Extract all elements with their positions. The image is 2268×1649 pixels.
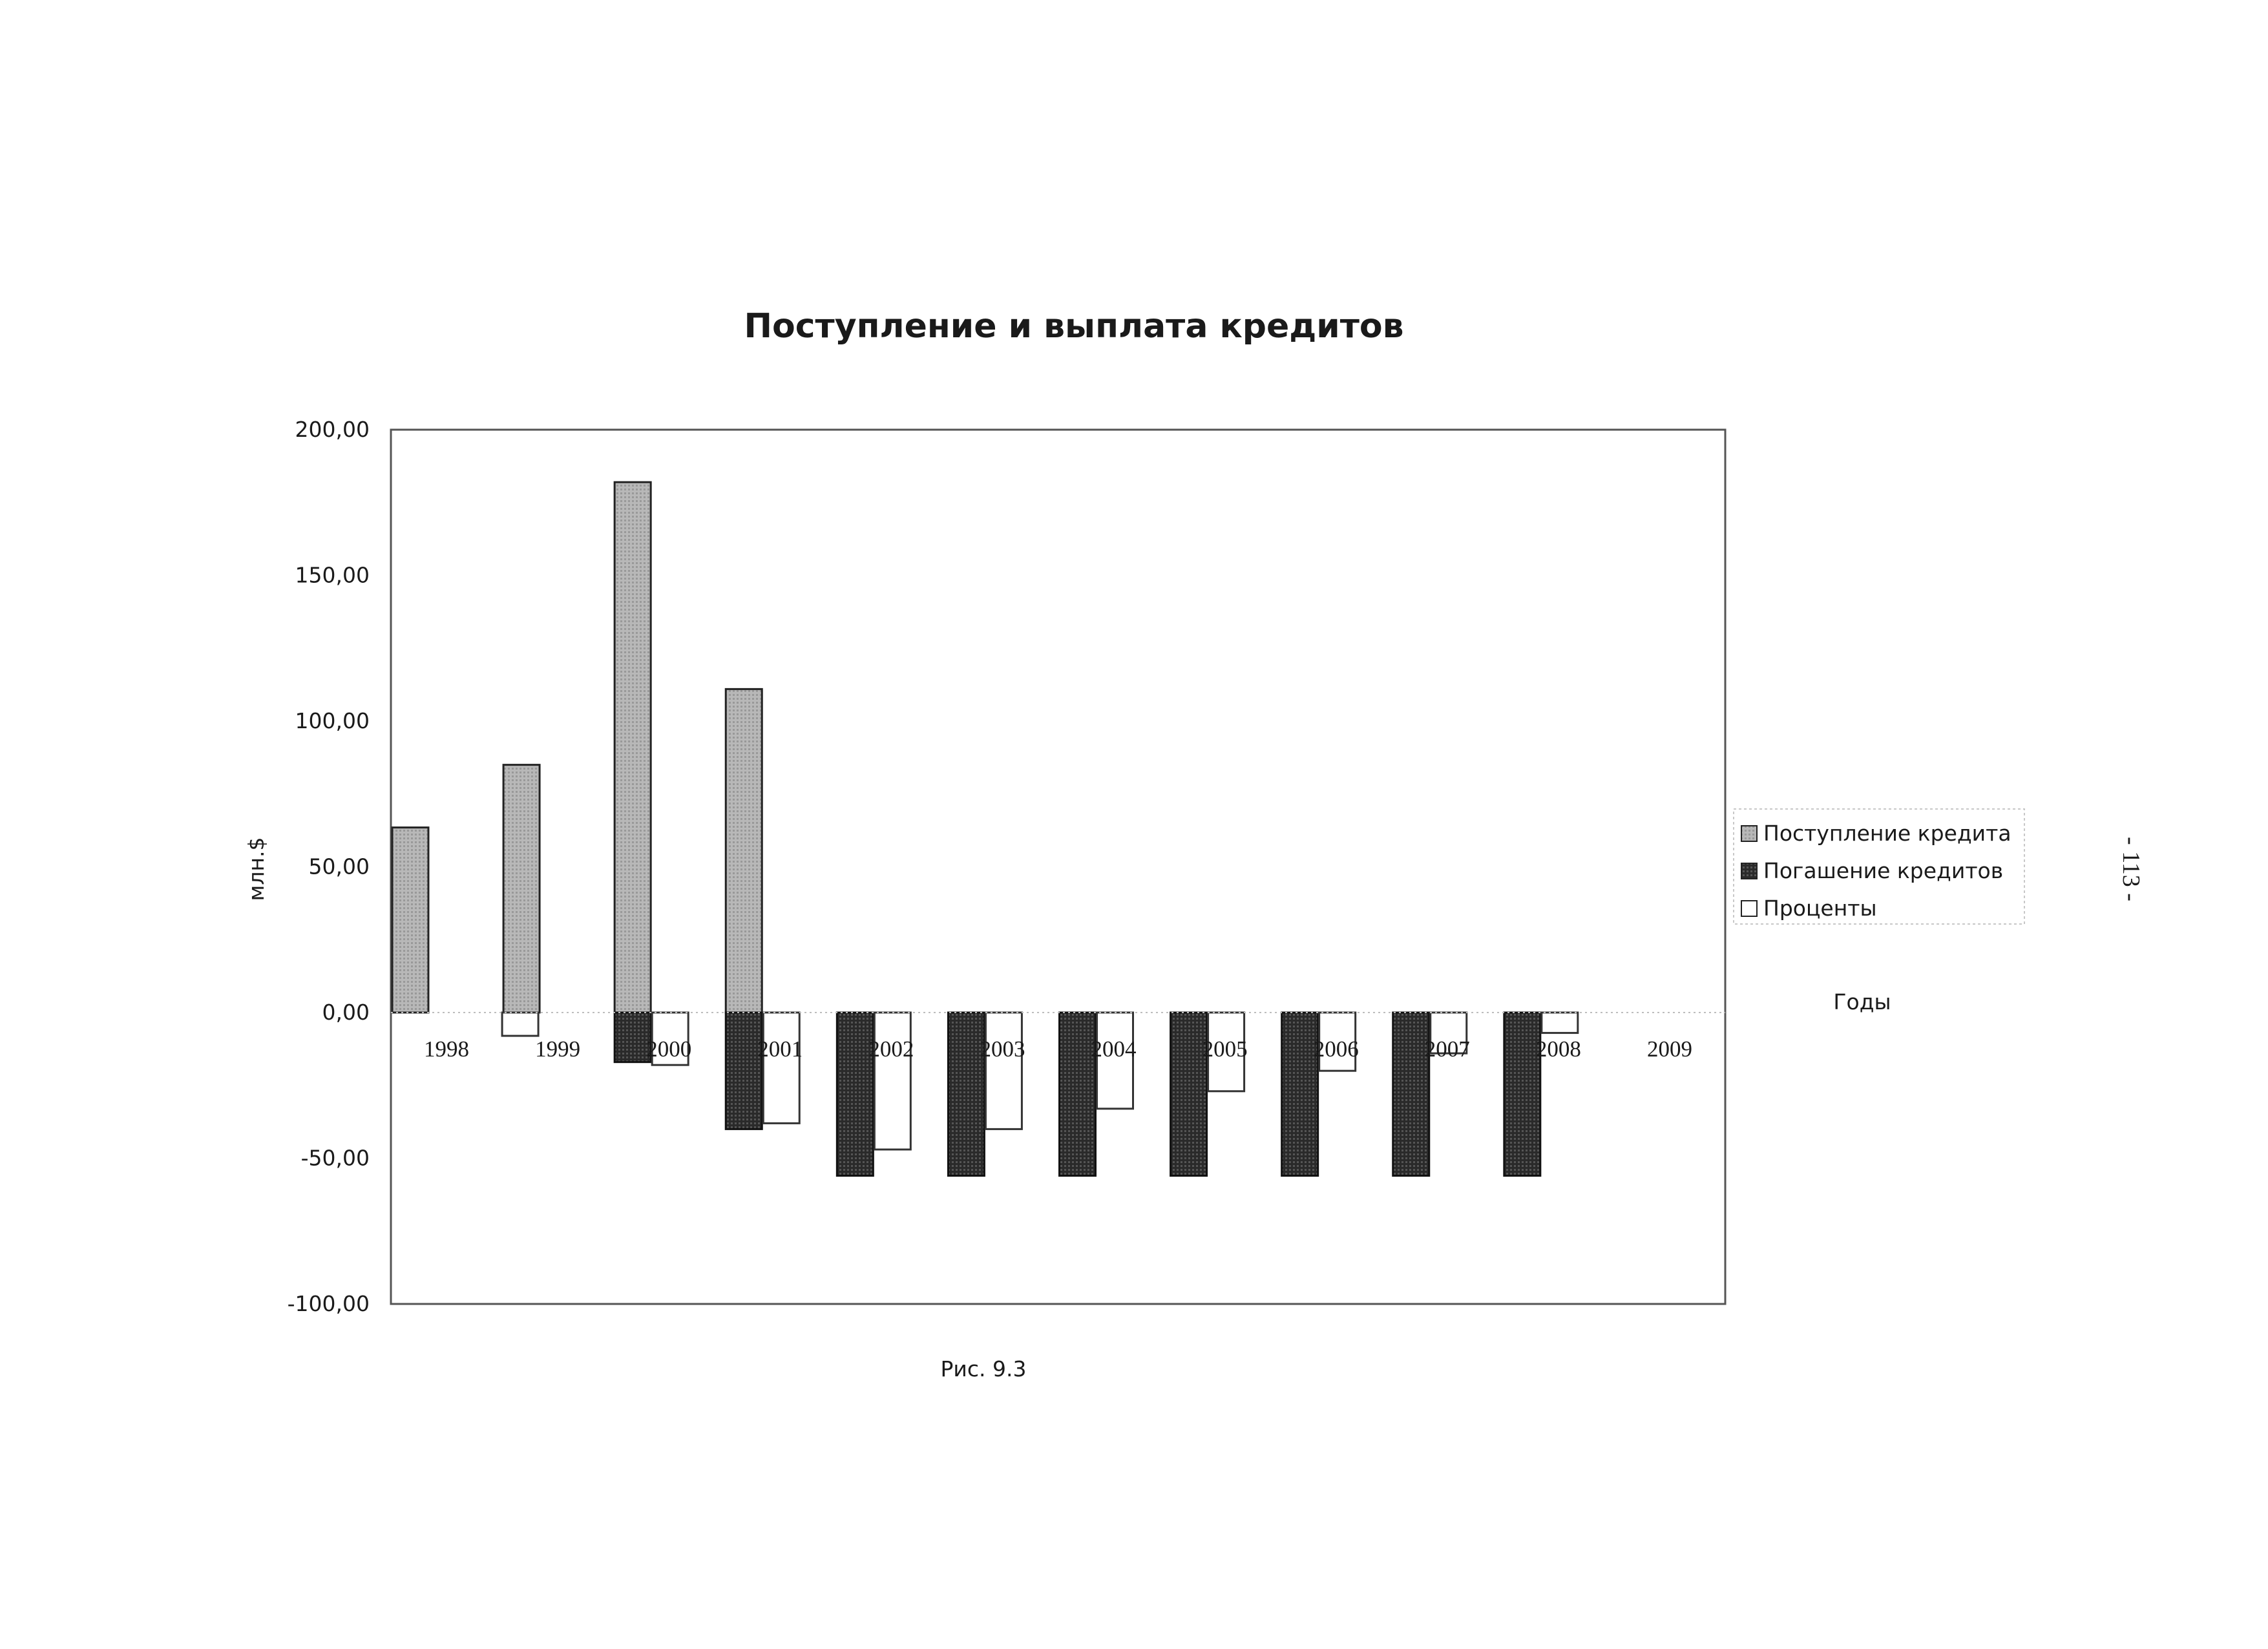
bar-поступление-1998: [392, 828, 428, 1013]
x-category-label: 2007: [1424, 1036, 1470, 1062]
y-tick-label: -100,00: [287, 1291, 370, 1316]
bar-погашение-2004: [1060, 1013, 1096, 1176]
bar-погашение-2007: [1393, 1013, 1429, 1176]
legend-swatch: [1741, 826, 1757, 841]
x-category-label: 2001: [757, 1036, 803, 1062]
figure-caption: Рис. 9.3: [940, 1356, 1027, 1381]
legend-swatch: [1741, 901, 1757, 916]
bar-погашение-2005: [1171, 1013, 1207, 1176]
bar-погашение-2002: [837, 1013, 873, 1176]
y-tick-label: 50,00: [308, 854, 370, 879]
legend-label: Проценты: [1763, 896, 1877, 921]
legend-swatch: [1741, 863, 1757, 879]
x-category-label: 1999: [535, 1036, 581, 1062]
legend-label: Погашение кредитов: [1763, 858, 2004, 883]
bar-проценты-1999: [502, 1013, 538, 1036]
legend-label: Поступление кредита: [1763, 821, 2011, 846]
bar-погашение-2003: [948, 1013, 984, 1176]
y-tick-label: 0,00: [322, 1000, 370, 1025]
bar-поступление-2001: [726, 689, 762, 1013]
x-category-label: 2003: [980, 1036, 1025, 1062]
legend: [1734, 809, 2024, 924]
y-tick-label: -50,00: [300, 1145, 370, 1171]
y-axis-title: млн.$: [244, 837, 269, 901]
x-category-label: 2006: [1313, 1036, 1359, 1062]
bar-поступление-1999: [503, 765, 540, 1013]
bar-погашение-2001: [726, 1013, 762, 1129]
bar-поступление-2000: [614, 482, 651, 1013]
y-tick-label: 150,00: [295, 562, 370, 588]
x-category-label: 2004: [1091, 1036, 1137, 1062]
x-category-label: 2005: [1202, 1036, 1248, 1062]
y-tick-label: 200,00: [295, 417, 370, 442]
x-category-label: 2000: [646, 1036, 692, 1062]
bar-проценты-2002: [874, 1013, 910, 1150]
y-axis-ticks: [288, 417, 370, 1316]
chart-title: Поступление и выплата кредитов: [744, 307, 1404, 346]
x-category-label: 1998: [424, 1036, 470, 1062]
bar-group: [392, 482, 1578, 1175]
x-category-label: 2008: [1535, 1036, 1581, 1062]
y-tick-label: 100,00: [295, 708, 370, 733]
bar-погашение-2000: [614, 1013, 651, 1062]
bar-погашение-2006: [1282, 1013, 1318, 1176]
bar-проценты-2001: [763, 1013, 799, 1123]
page-number: - 113 -: [2117, 837, 2145, 901]
x-category-label: 2002: [868, 1036, 914, 1062]
bar-проценты-2008: [1542, 1013, 1578, 1033]
bar-погашение-2008: [1504, 1013, 1540, 1176]
x-axis-title: Годы: [1833, 989, 1891, 1014]
bar-проценты-2003: [985, 1013, 1022, 1129]
x-category-label: 2009: [1646, 1036, 1692, 1062]
